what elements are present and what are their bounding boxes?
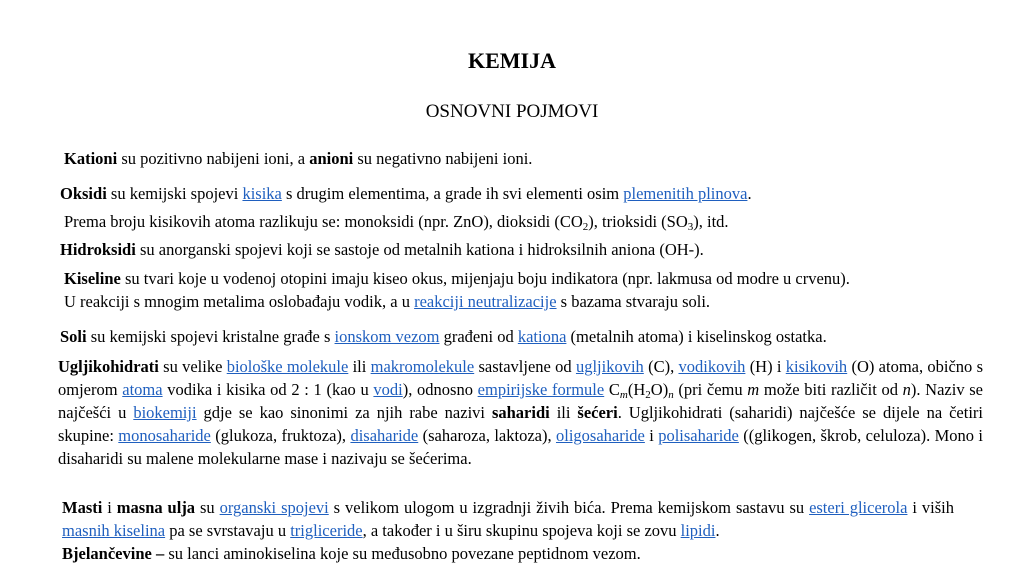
link-kisika[interactable]: kisika [242,184,282,203]
para-hidroksidi: Hidroksidi su anorganski spojevi koji se sastoje od metalnih kationa i hidroksilnih aniona (OH-). [60,240,704,259]
term-seceri: šećeri [577,403,618,422]
term-masti: Masti [62,498,103,517]
para-bjelancevine: Bjelančevine – su lanci aminokiselina koje su međusobno povezane peptidnom vezom. [62,544,641,563]
link-kationa[interactable]: kationa [517,327,567,346]
page-subtitle: OSNOVNI POJMOVI [425,101,599,122]
page-title: KEMIJA [468,48,556,73]
link-ugljikovih[interactable]: ugljikovih [575,357,644,376]
link-oligosaharide[interactable]: oligosaharide [555,426,645,445]
link-vodi[interactable]: vodi [373,380,403,399]
link-polisaharide[interactable]: polisaharide [658,426,739,445]
link-monosaharide[interactable]: monosaharide [118,426,211,445]
term-masna-ulja: masna ulja [116,498,196,517]
link-vodikovih[interactable]: vodikovih [678,357,746,376]
link-plemenitih-plinova[interactable]: plemenitih plinova [623,184,748,203]
link-disaharide[interactable]: disaharide [350,426,419,445]
term-hidroksidi: Hidroksidi [60,240,136,259]
para-ugljikohidrati: Ugljikohidrati su velike biološke molekule ili makromolekule sastavljene od ugljikovih (C), vodikovih (H) i kisikovih (O) atoma, obično s omjerom atoma vodika i kisika od 2 : 1 (kao u vodi), odnosno empirijske formule $C_m(H_2O)_n$ (pri čemu m može biti različit od n). Naziv se najčešći u biokemiji gdje se kao sinonimi za njih rabe nazivi saharidi ili šećeri. Ugljikohidrati (saharidi) najčešće se dijele na četiri skupine: monosaharide (glukoza, fruktoza), disaharide (saharoza, laktoza), oligosaharide i polisaharide ((glikogen, škrob, celuloza). Mono i disaharidi su malene molekularne mase i nazivaju se šećerima. [58,357,984,468]
term-saharidi: saharidi [491,403,550,422]
link-empirijske-formule[interactable]: empirijske formule [477,380,605,399]
term-bjelancevine: Bjelančevine – [62,544,165,563]
para-kiseline: Kiseline su tvari koje u vodenoj otopini imaju kiseo okus, mijenjaju boju indikatora (npr. lakmusa od modre u crvenu). U reakciji s mnogim metalima oslobađaju vodik, a u reakciji neutralizacije s bazama stvaraju soli. [64,269,850,311]
link-makromolekule[interactable]: makromolekule [370,357,475,376]
link-bioloske-molekule[interactable]: biološke molekule [226,357,349,376]
para-soli: Soli su kemijski spojevi kristalne građe s ionskom vezom građeni od kationa (metalnih atoma) i kiselinskog ostatka. [60,327,827,346]
link-reakciji-neutralizacije[interactable]: reakciji neutralizacije [414,292,557,311]
link-organski-spojevi[interactable]: organski spojevi [219,498,329,517]
link-esteri-glicerola[interactable]: esteri glicerola [809,498,908,517]
link-masnih-kiselina[interactable]: masnih kiselina [62,521,166,540]
term-kationi: Kationi [64,149,118,168]
para-prema: Prema broju kisikovih atoma razlikuju se: monoksidi (npr. ZnO), dioksidi $(CO_2)$, trioksidi $(SO_3)$, itd. [64,212,729,233]
para-masti: Masti i masna ulja su organski spojevi s velikom ulogom u izgradnji živih bića. Prema kemijskom sastavu su esteri glicerola i viših masnih kiselina pa se svrstavaju u trigliceride, a također i u širu skupinu spojeva koji se zovu lipidi. [62,498,954,540]
para-kationi: Kationi su pozitivno nabijeni ioni, a anioni su negativno nabijeni ioni. [64,149,533,168]
term-ugljikohidrati: Ugljikohidrati [58,357,159,376]
term-anioni: anioni [309,149,354,168]
link-ionskom-vezom[interactable]: ionskom vezom [334,327,440,346]
term-soli: Soli [60,327,87,346]
link-kisikovih[interactable]: kisikovih [785,357,848,376]
link-trigliceride[interactable]: trigliceride [290,521,363,540]
link-lipidi[interactable]: lipidi [680,521,716,540]
link-biokemiji[interactable]: biokemiji [133,403,197,422]
term-oksidi: Oksidi [60,184,107,203]
term-kiseline: Kiseline [64,269,121,288]
link-atoma[interactable]: atoma [122,380,163,399]
para-oksidi: Oksidi su kemijski spojevi kisika s drugim elementima, a grade ih svi elementi osim plemenitih plinova. [60,184,752,203]
